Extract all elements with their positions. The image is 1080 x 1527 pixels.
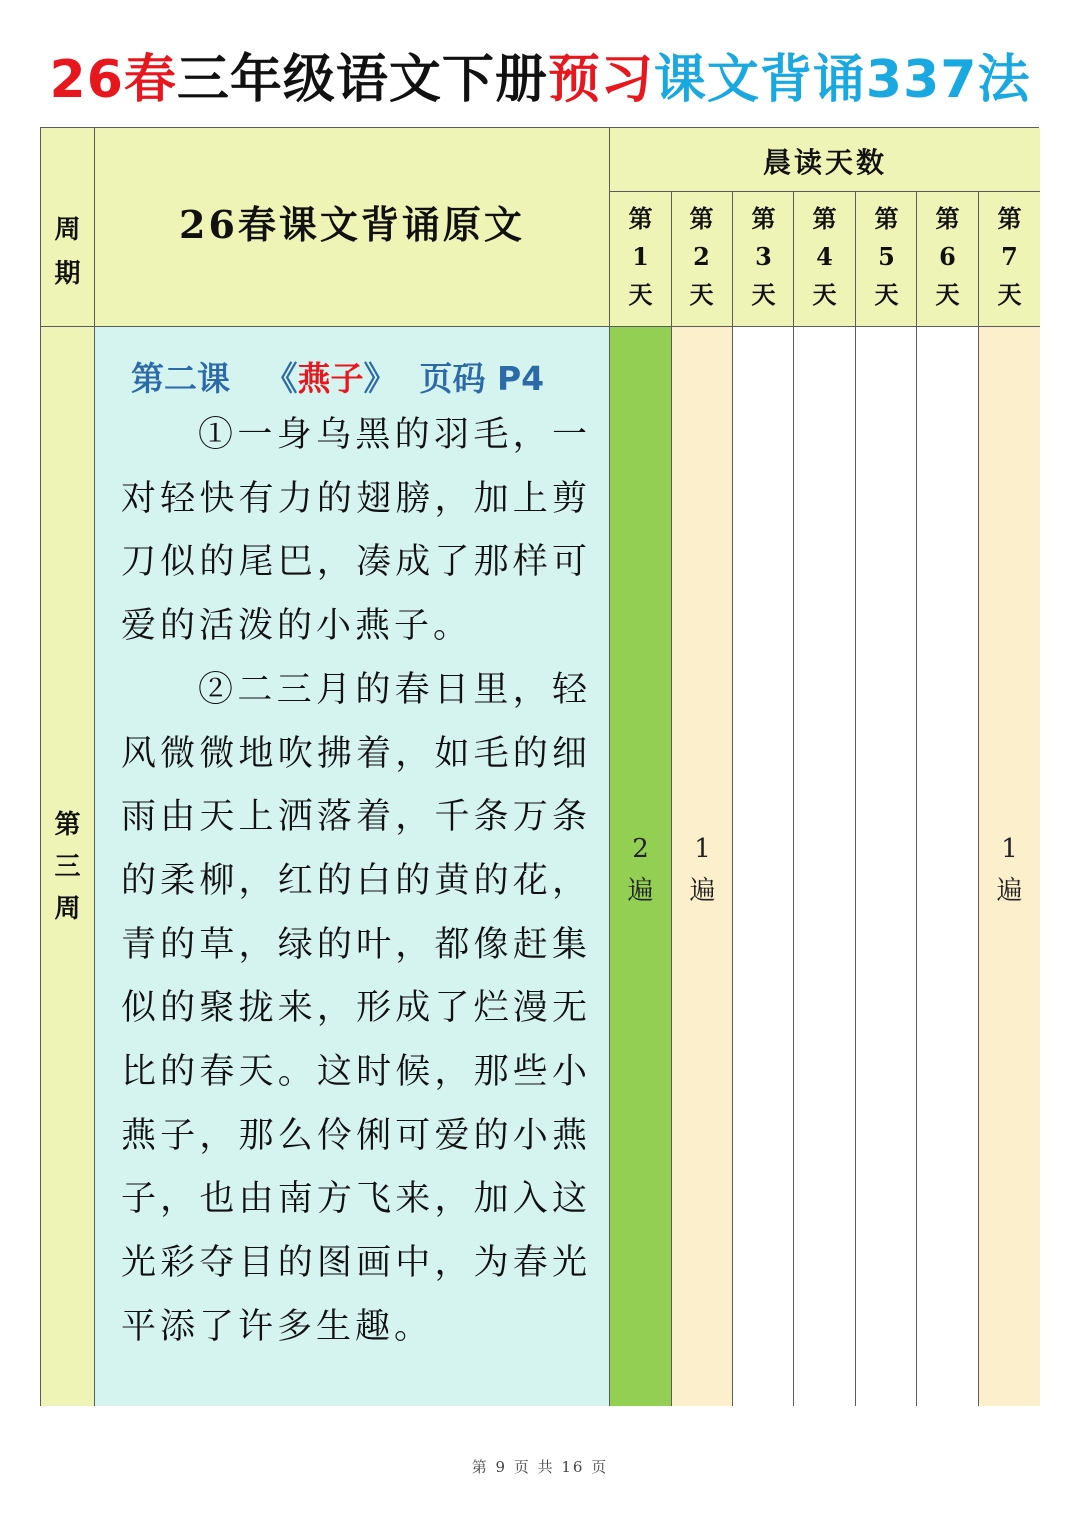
week-header-char-2: 期 [54,259,81,289]
title-grade: 三年级语文下册 [176,50,548,110]
day-7-header: 第 7 天 [997,204,1022,309]
paragraph-1: ①一身乌黑的羽毛，一对轻快有力的翅膀，加上剪刀似的尾巴，凑成了那样可爱的活泼的小燕子。 [121,415,591,647]
page-title [0,40,1080,120]
day-6-header: 第 6 天 [935,204,960,309]
day-7-count-unit: 遍 [996,876,1023,906]
title-method: 课文背诵337法 [653,50,1031,110]
day-1-count [610,828,671,912]
day-2-count-num: 1 [694,834,711,864]
week-label: 第 三 周 [54,810,81,924]
day-3-header: 第 3 天 [751,204,776,309]
lesson-close-quote: 》 [363,359,397,398]
paragraph-2: ②二三月的春日里，轻风微微地吹拂着，如毛的细雨由天上洒落着，千条万条的柔柳，红的白的黄的花，青的草，绿的叶，都像赶集似的聚拢来，形成了烂漫无比的春天。这时候，那些小燕子，那么伶俐可爱的小燕子，也由南方飞来，加入这光彩夺目的图画中，为春光平添了许多生趣。 [121,669,591,1347]
day-5-header: 第 5 天 [874,204,899,309]
lesson-text [121,404,591,1360]
lesson-heading [131,353,611,400]
lesson-open-quote: 《 [264,359,298,398]
lesson-number: 第二课 [131,359,230,398]
lesson-name: 燕子 [297,359,364,398]
title-preview: 预习 [547,50,654,110]
day-2-header: 第 2 天 [689,204,714,309]
day-1-count-num: 2 [632,834,649,864]
day-2-count [672,828,733,912]
day-7-count-num: 1 [1001,834,1018,864]
days-header: 晨读天数 [762,146,887,179]
day-2-count-unit: 遍 [689,876,716,906]
day-7-count [979,828,1040,912]
day-1-header: 第 1 天 [628,204,653,309]
week-column-bg [41,128,94,1406]
week-header-char-1: 周 [54,215,81,245]
text-column-header: 26春课文背诵原文 [179,202,525,247]
lesson-page: 页码 P4 [419,359,545,398]
page-footer: 第 9 页 共 16 页 [471,1458,609,1476]
week-header [41,208,94,296]
day-1-count-unit: 遍 [627,876,654,906]
day-4-header: 第 4 天 [812,204,837,309]
title-year: 26春 [49,50,177,110]
recitation-table [40,127,1039,1406]
